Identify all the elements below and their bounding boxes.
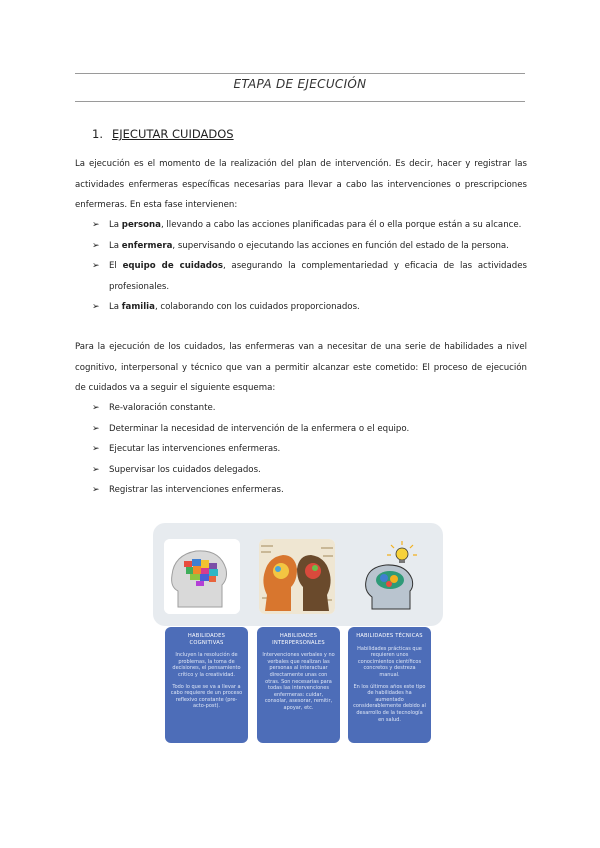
interpersonal-heads-illustration	[259, 539, 335, 614]
intro-line: La ejecución es el momento de la realización del plan de intervención. Es decir, hacer y registrar las	[75, 159, 527, 169]
section-title: EJECUTAR CUIDADOS	[112, 127, 234, 141]
card-title: HABILIDADES COGNITIVAS	[187, 633, 226, 646]
card-text: Incluyen la resolución de problemas, la toma de decisiones, el pensamiento crítico y la creatividad.	[172, 652, 241, 678]
interpersonal-skills-card	[257, 627, 340, 743]
list-item: ➢ La enfermera, supervisando o ejecutando las acciones en función del estado de la persona.	[92, 236, 527, 257]
title-rule	[75, 101, 525, 102]
cognitive-brain-illustration	[164, 539, 240, 614]
cognitive-skills-card	[165, 627, 248, 743]
steps-list	[92, 398, 527, 501]
list-item: ➢ La familia, colaborando con los cuidados proporcionados.	[92, 297, 527, 318]
card-text: Todo lo que se va a llevar a cabo requiere de un proceso reflexivo constante (pre-acto-post).	[170, 683, 243, 710]
intro-paragraph	[75, 154, 527, 216]
card-text: Habilidades prácticas que requieren unos conocimientos científicos concretos y destreza manual.	[357, 645, 422, 678]
skills-line: de cuidados va a seguir el siguiente esquema:	[75, 383, 276, 393]
card-text: En los últimos años este tipo de habilidades ha aumentado considerablemente debido al desarrollo de la tecnología en salud.	[353, 683, 426, 723]
arrow-bullet-icon: ➢	[92, 423, 100, 434]
arrow-bullet-icon: ➢	[92, 403, 100, 413]
section-heading	[92, 127, 234, 141]
list-item: ➢ Registrar las intervenciones enfermeras.	[92, 480, 527, 501]
arrow-bullet-icon: ➢	[92, 485, 100, 495]
arrow-bullet-icon: ➢	[92, 240, 100, 251]
card-text: Intervenciones verbales y no verbales que realizan las personas al interactuar directamente unas con otras. Son necesarias para todas las intervenciones enfermeras: cuidar, consolar, asesorar, remitir, apoyar, etc.	[262, 652, 335, 711]
list-item: ➢ Re-valoración constante.	[92, 398, 527, 419]
arrow-bullet-icon: ➢	[92, 444, 100, 454]
skills-line: Para la ejecución de los cuidados, las enfermeras van a necesitar de una serie de habilidades a nivel	[75, 342, 527, 352]
intro-line: enfermeras. En esta fase intervienen:	[75, 200, 238, 210]
page-title: ETAPA DE EJECUCIÓN	[233, 77, 367, 91]
list-item: ➢ El equipo de cuidados, asegurando la complementariedad y eficacia de las actividades profesionales.	[92, 256, 527, 297]
arrow-bullet-icon: ➢	[92, 302, 100, 312]
arrow-bullet-icon: ➢	[92, 220, 100, 230]
skills-line: cognitivo, interpersonal y técnico que van a permitir alcanzar este cometido: El proceso de ejecución	[75, 362, 527, 373]
intro-line: actividades enfermeras específicas necesarias para llevar a cabo las intervenciones o prescripciones	[75, 179, 527, 190]
skills-diagram	[153, 523, 443, 745]
list-item: ➢ Supervisar los cuidados delegados.	[92, 460, 527, 481]
section-number: 1.	[92, 127, 103, 141]
list-item: ➢ Determinar la necesidad de intervención de la enfermera o el equipo.	[92, 419, 527, 440]
arrow-bullet-icon: ➢	[92, 261, 100, 271]
participants-list	[92, 215, 527, 318]
skills-paragraph	[75, 337, 527, 399]
list-item: ➢ La persona, llevando a cabo las acciones planificadas para él o ella porque están a su alcance.	[92, 215, 527, 236]
technical-skills-card	[348, 627, 431, 743]
list-item: ➢ Ejecutar las intervenciones enfermeras.	[92, 439, 527, 460]
top-rule	[75, 73, 525, 74]
card-title: HABILIDADES INTERPERSONALES	[272, 633, 325, 646]
arrow-bullet-icon: ➢	[92, 464, 100, 475]
technical-lightbulb-illustration	[356, 539, 432, 614]
card-title: HABILIDADES TÉCNICAS	[356, 633, 423, 639]
